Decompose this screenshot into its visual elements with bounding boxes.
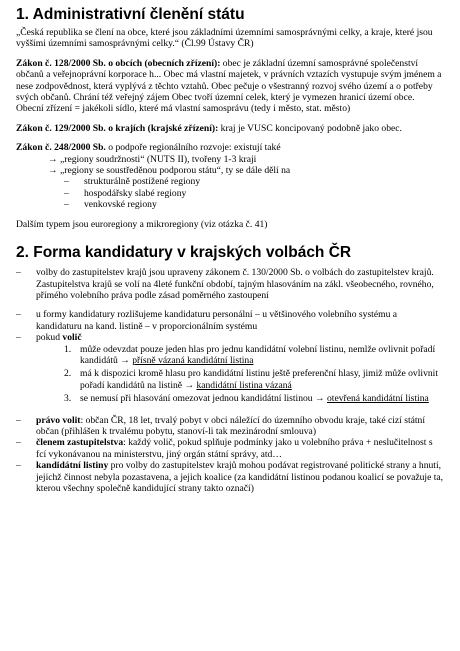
voter-label: volič [62, 332, 82, 344]
region-type-item: – venkovské regiony [16, 199, 444, 210]
law-129-text: kraj je VUSC koncipovaný podobně jako obec. [218, 122, 402, 134]
numbered-text: má k dispozici kromě hlasu pro kandidátní listinu ještě preferenční hlasy, jimiž může ovlivnit pořadí kandidátů na listině → [80, 368, 438, 391]
council-member-text: : každý volič, pokud splňuje podmínky jako u volebního práva + neslučitelnost s fcí vykonávanou na ministerstvu, jiný orgán státní správy, atd… [36, 437, 433, 460]
constitution-quote: „Česká republika se člení na obce, které jsou základními územními samosprávnými celky, a kraje, které jsou vyššími územními samosprávnými celky.“ (Čl.99 Ústavy ČR) [16, 27, 433, 50]
numbered-item-strict-list [16, 344, 444, 367]
list-item-right-to-vote [16, 415, 444, 438]
law-248-line [16, 142, 444, 153]
law-248-text: o podpoře regionálního rozvoje: existují také [105, 142, 281, 154]
list-item-candidate-lists [16, 460, 444, 494]
candidate-lists-label: kandidátní listiny [36, 460, 109, 472]
region-type-item: – strukturálně postižené regiony [16, 176, 444, 187]
right-to-vote-label: právo volit [36, 414, 81, 426]
section-2-heading: 2. Forma kandidatury v krajských volbách ČR [16, 244, 352, 262]
numbered-text: se nemusí při hlasování omezovat jednou kandidátní listinou → [80, 393, 327, 405]
euroregions-note: Dalším typem jsou euroregiony a mikroregiony (viz otázka č. 41) [16, 218, 268, 230]
law-128-title: Zákon č. 128/2000 Sb. o obcích (obecních zřízení): [16, 57, 221, 69]
council-member-label: členem zastupitelstva [36, 437, 124, 449]
list-item-council-member [16, 437, 444, 460]
list-item-voter [16, 332, 444, 343]
region-type-item: – hospodářsky slabé regiony [16, 188, 444, 199]
list-item-election-law: – volby do zastupitelstev krajů jsou upraveny zákonem č. 130/2000 Sb. o volbách do zastupitelstev krajů. Zastupitelstva krajů se volí na 4leté funkční období, tajným hlasováním na zákl. všeobecného, rovného, přímého volebního práva podle zásad poměrného zastoupení [16, 267, 444, 301]
law-248-title: Zákon č. 248/2000 Sb. [16, 142, 106, 154]
item-number: 3. [64, 393, 72, 405]
numbered-item-bound-list [16, 368, 444, 391]
law-128-text: obec je základní územní samosprávné společenství občanů a veřejnoprávní korporace h... Obec má vlastní majetek, v právních vztazích vystupuje svým jménem a nese zodpovědnost, která vyplývá z těchto vztahů. Obec pečuje o všestranný rozvoj svého území a o potřeby svých občanů. Chrání též veřejný zájem Obec tvoří územní celek, který je vymezen hranicí území obce. Obecní zřízení = jakékoli sídlo, které má vlastní samosprávu (tedy i město, stat. město) [16, 57, 442, 115]
list-item-candidacy-forms: – u formy kandidatury rozlišujeme kandidaturu personální – u většinového volebního systému a kandidaturu na kand. listině – v proporcionálním systému [16, 309, 444, 332]
item-number: 1. [64, 343, 72, 355]
candidate-lists-text: pro volby do zastupitelstev krajů mohou podávat registrované politické strany a hnutí, jejichž činnost nebyla pozastavena, a jejich koalice (za kandidátní listinou podanou koalicí se považuje ta, kterou všechny společně kandidující strany takto označí) [36, 460, 444, 494]
numbered-text: může odevzdat pouze jeden hlas pro jednu kandidátní volební listinu, nemlže ovlivnit pořadí kandidátů → [80, 343, 436, 366]
right-to-vote-text: : občan ČR, 18 let, trvalý pobyt v obci náležící do územního obvodu kraje, také cizí státní občan (přihlášen k trvalému pobytu, stanoví-li tak mezinárodní smlouva) [36, 414, 426, 437]
item-number: 2. [64, 368, 72, 380]
law-248-block [16, 142, 444, 210]
law-129-paragraph [16, 123, 444, 134]
law-129-title: Zákon č. 129/2000 Sb. o krajích (krajské zřízení): [16, 122, 219, 134]
open-list-term: otevřená kandidátní listina [327, 393, 429, 405]
arrow-item-supported-regions: → „regiony se soustředěnou podporou státu“, ty se dále dělí na [48, 165, 291, 177]
arrow-item-cohesion-regions: → „regiony soudržnosti“ (NUTS II), tvořeny 1-3 kraji [48, 153, 257, 165]
strict-list-term: přísně vázaná kandidátní listina [132, 354, 254, 366]
bound-list-term: kandidátní listina vázaná [196, 379, 292, 391]
numbered-item-open-list [16, 393, 444, 404]
section-1-heading: 1. Administrativní členění státu [16, 6, 245, 23]
law-128-paragraph [16, 58, 444, 115]
voter-prefix: pokud [36, 332, 63, 344]
